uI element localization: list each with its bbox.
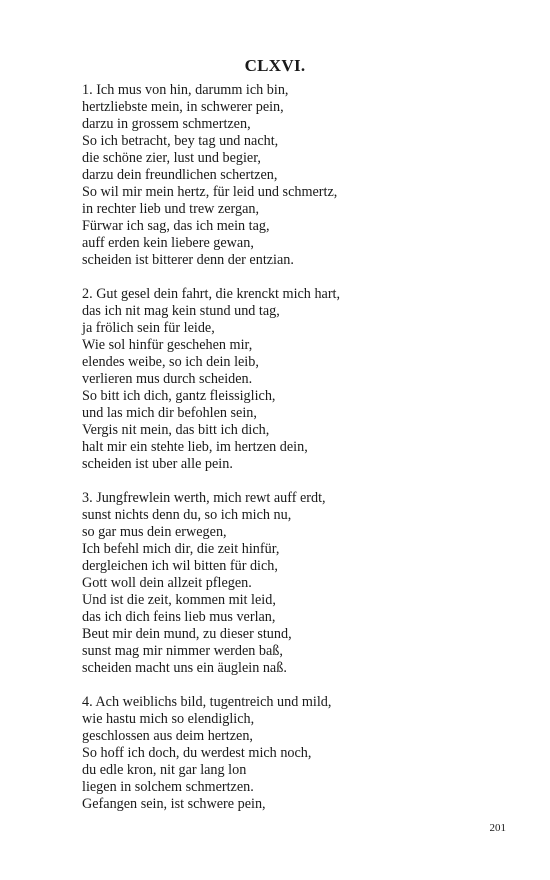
poem-line: 2. Gut gesel dein fahrt, die krenckt mich hart,: [82, 286, 341, 302]
poem-line: 4. Ach weiblichs bild, tugentreich und mild,: [82, 694, 332, 710]
poem-line: darzu dein freundlichen schertzen,: [82, 167, 278, 183]
poem-line: ja frölich sein für leide,: [82, 320, 215, 336]
poem-line: Wie sol hinfür geschehen mir,: [82, 337, 253, 353]
poem-line: Gott woll dein allzeit pflegen.: [82, 575, 252, 591]
stanza-3: [82, 490, 482, 677]
poem-line: So bitt ich dich, gantz fleissiglich,: [82, 388, 276, 404]
poem-body: [82, 82, 482, 830]
poem-line: Und ist die zeit, kommen mit leid,: [82, 592, 276, 608]
stanza-4: [82, 694, 482, 813]
poem-line: Beut mir dein mund, zu dieser stund,: [82, 626, 292, 642]
poem-line: liegen in solchem schmertzen.: [82, 779, 254, 795]
page-number: 201: [489, 822, 506, 834]
poem-line: elendes weibe, so ich dein leib,: [82, 354, 259, 370]
poem-line: So wil mir mein hertz, für leid und schmertz,: [82, 184, 338, 200]
poem-line: So ich betracht, bey tag und nacht,: [82, 133, 279, 149]
poem-title: CLXVI.: [244, 56, 306, 75]
poem-line: die schöne zier, lust und begier,: [82, 150, 261, 166]
poem-line: dergleichen ich wil bitten für dich,: [82, 558, 278, 574]
poem-line: scheiden macht uns ein äuglein naß.: [82, 660, 287, 676]
poem-line: und las mich dir befohlen sein,: [82, 405, 257, 421]
poem-line: Fürwar ich sag, das ich mein tag,: [82, 218, 270, 234]
poem-line: verlieren mus durch scheiden.: [82, 371, 253, 387]
poem-line: so gar mus dein erwegen,: [82, 524, 227, 540]
poem-line: du edle kron, nit gar lang lon: [82, 762, 247, 778]
poem-line: So hoff ich doch, du werdest mich noch,: [82, 745, 312, 761]
poem-line: geschlossen aus deim hertzen,: [82, 728, 253, 744]
poem-line: halt mir ein stehte lieb, im hertzen dein,: [82, 439, 308, 455]
poem-line: darzu in grossem schmertzen,: [82, 116, 251, 132]
poem-line: 3. Jungfrewlein werth, mich rewt auff erdt,: [82, 490, 326, 506]
poem-line: scheiden ist uber alle pein.: [82, 456, 233, 472]
poem-line: hertzliebste mein, in schwerer pein,: [82, 99, 284, 115]
poem-line: sunst mag mir nimmer werden baß,: [82, 643, 283, 659]
poem-line: Ich befehl mich dir, die zeit hinfür,: [82, 541, 280, 557]
poem-line: wie hastu mich so elendiglich,: [82, 711, 255, 727]
poem-line: das ich dich feins lieb mus verlan,: [82, 609, 276, 625]
poem-line: 1. Ich mus von hin, darumm ich bin,: [82, 82, 289, 98]
poem-line: Vergis nit mein, das bitt ich dich,: [82, 422, 270, 438]
poem-line: sunst nichts denn du, so ich mich nu,: [82, 507, 292, 523]
poem-line: das ich nit mag kein stund und tag,: [82, 303, 280, 319]
poem-line: Gefangen sein, ist schwere pein,: [82, 796, 266, 812]
poem-line: auff erden kein liebere gewan,: [82, 235, 254, 251]
poem-line: in rechter lieb und trew zergan,: [82, 201, 260, 217]
stanza-2: [82, 286, 482, 473]
poem-line: scheiden ist bitterer denn der entzian.: [82, 252, 294, 268]
stanza-1: [82, 82, 482, 269]
